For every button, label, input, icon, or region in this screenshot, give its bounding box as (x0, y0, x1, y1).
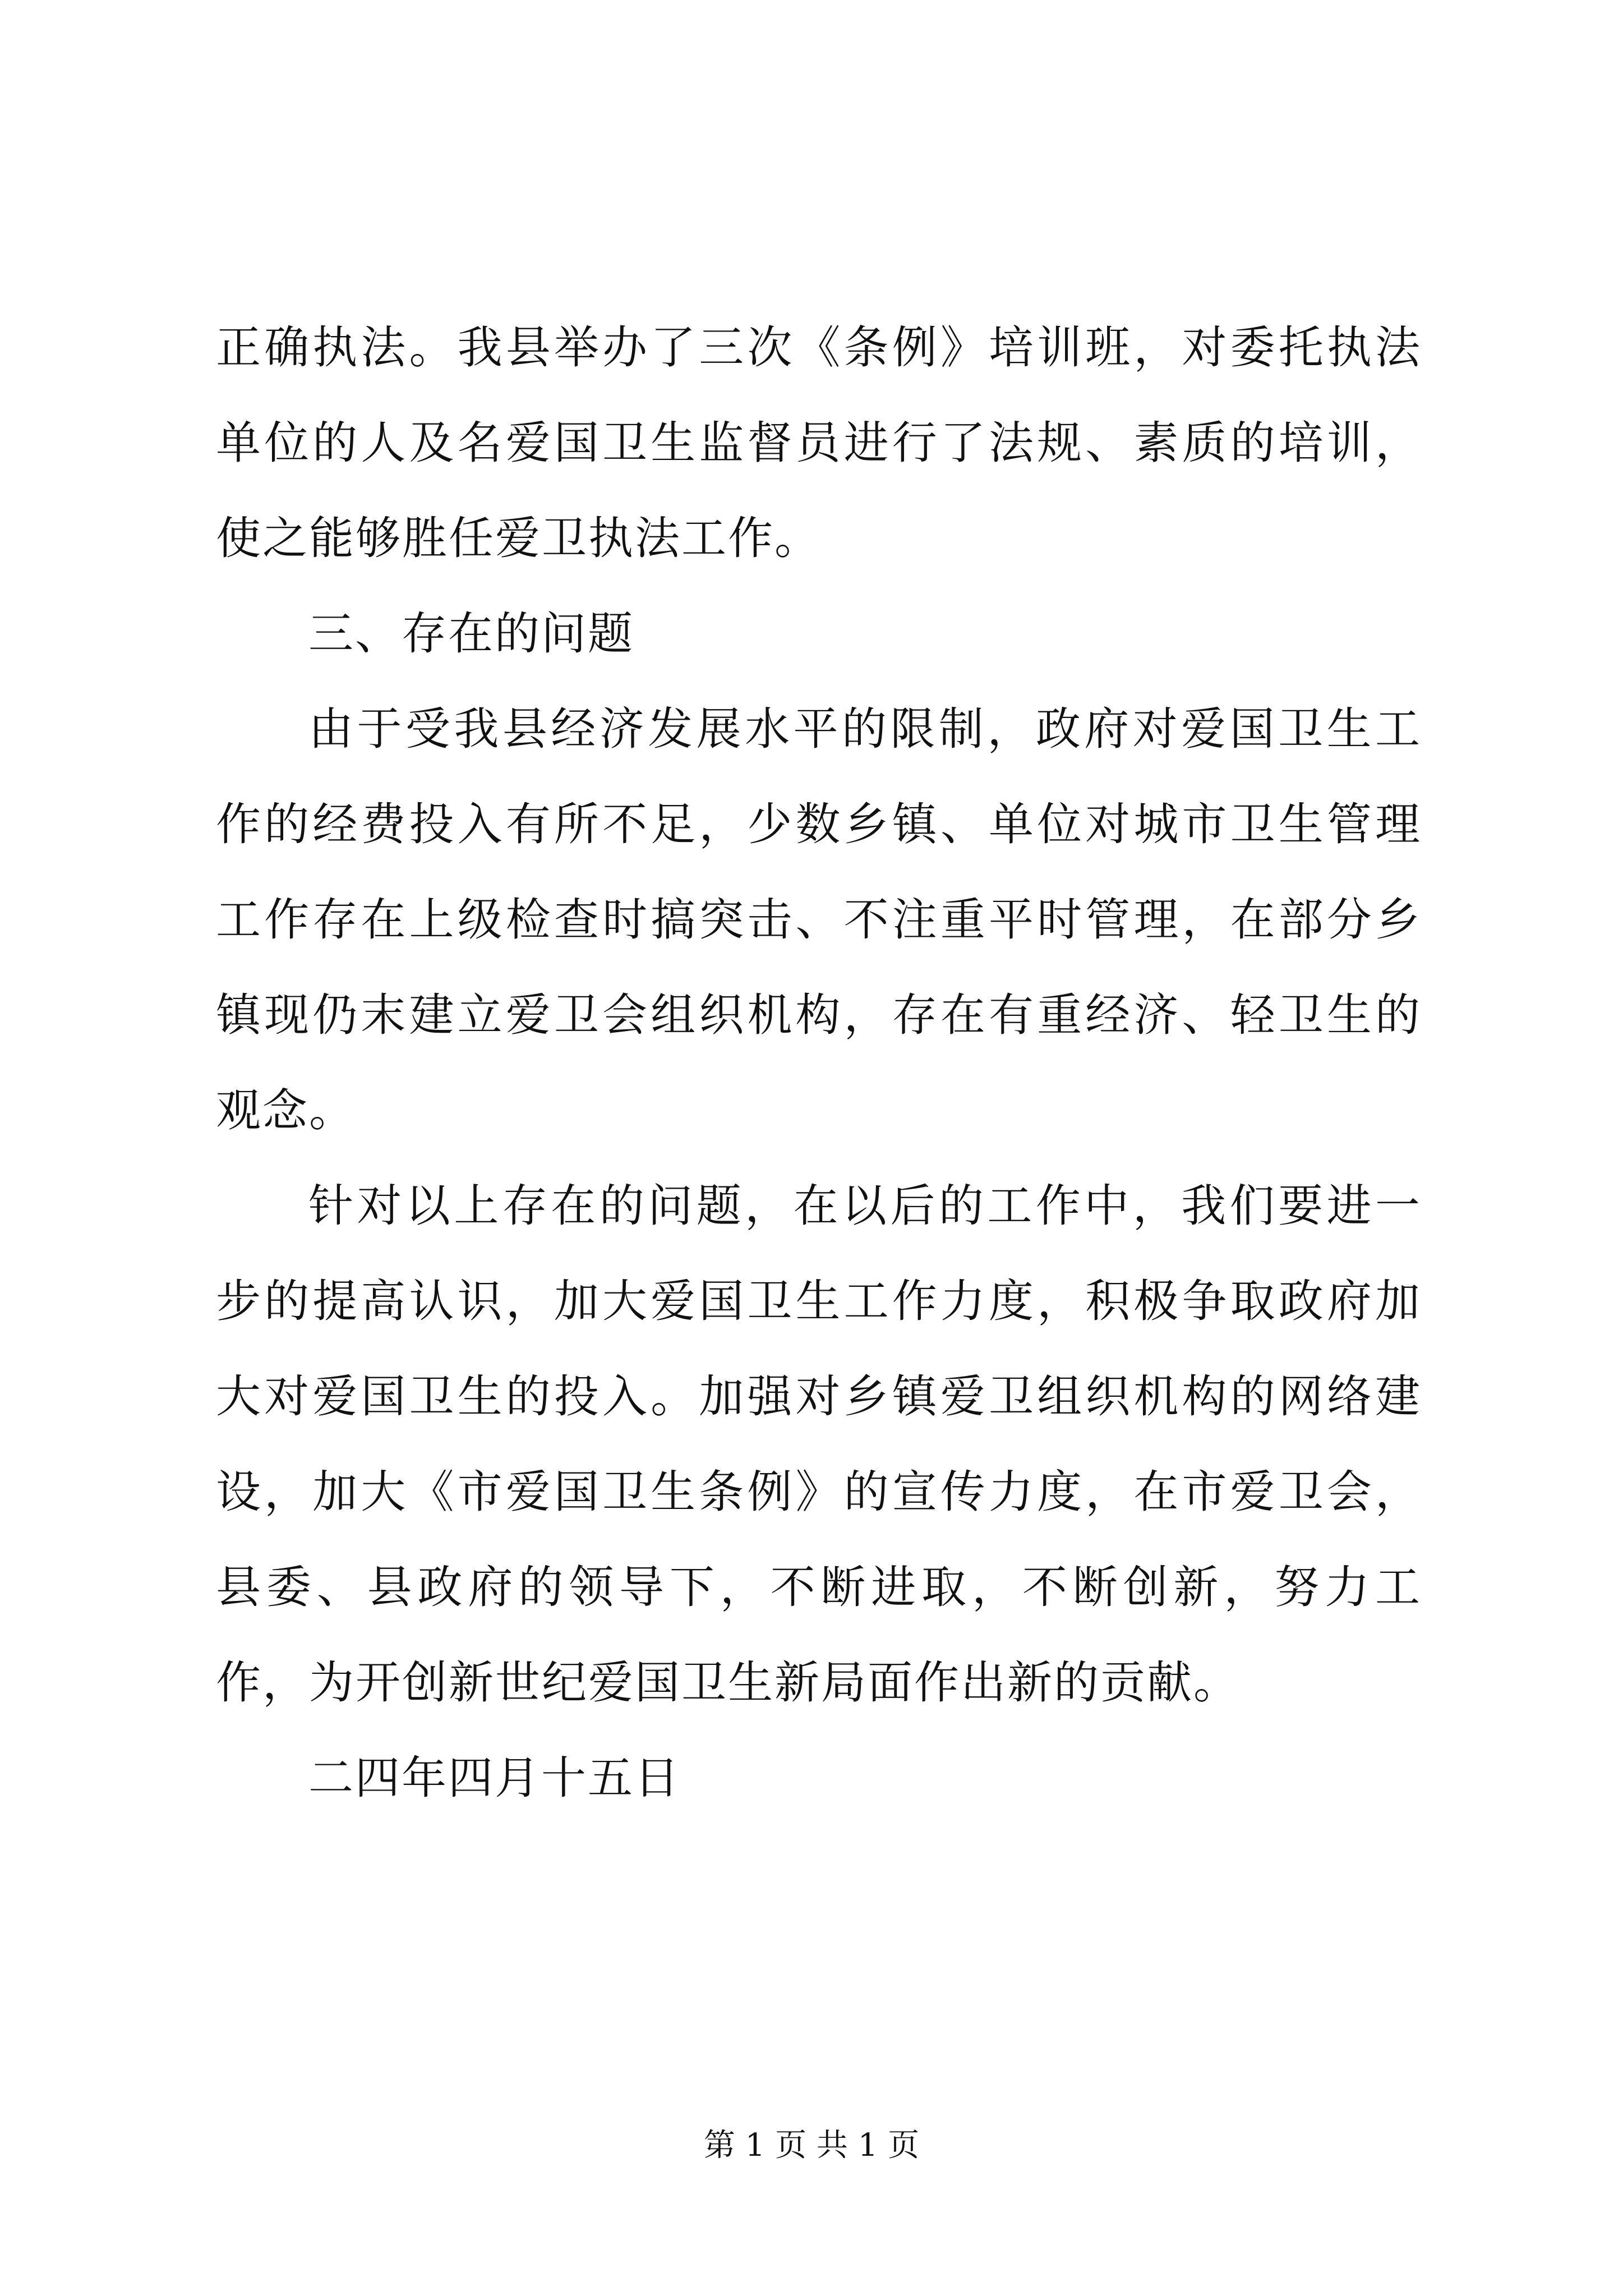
paragraph-continuation: 正确执法。我县举办了三次《条例》培训班，对委托执法单位的人及名爱国卫生监督员进行了法规、素质的培训，使之能够胜任爱卫执法工作。 (216, 321, 1422, 564)
document-body (216, 300, 1422, 1826)
document-date: 二四年四月十五日 (308, 1752, 681, 1804)
paragraph-measures: 针对以上存在的问题，在以后的工作中，我们要进一步的提高认识，加大爱国卫生工作力度，积极争取政府加大对爱国卫生的投入。加强对乡镇爱卫组织机构的网络建设，加大《市爱国卫生条例》的宣传力度，在市爱卫会，县委、县政府的领导下，不断进取，不断创新，努力工作，为开创新世纪爱国卫生新局面作出新的贡献。 (216, 1180, 1422, 1709)
page-footer: 第 1 页 共 1 页 (703, 2127, 920, 2164)
paragraph-problems: 由于受我县经济发展水平的限制，政府对爱国卫生工作的经费投入有所不足，少数乡镇、单位对城市卫生管理工作存在上级检查时搞突击、不注重平时管理，在部分乡镇现仍末建立爱卫会组织机构，存在有重经济、轻卫生的观念。 (216, 703, 1422, 1137)
section-heading: 三、存在的问题 (308, 608, 634, 660)
